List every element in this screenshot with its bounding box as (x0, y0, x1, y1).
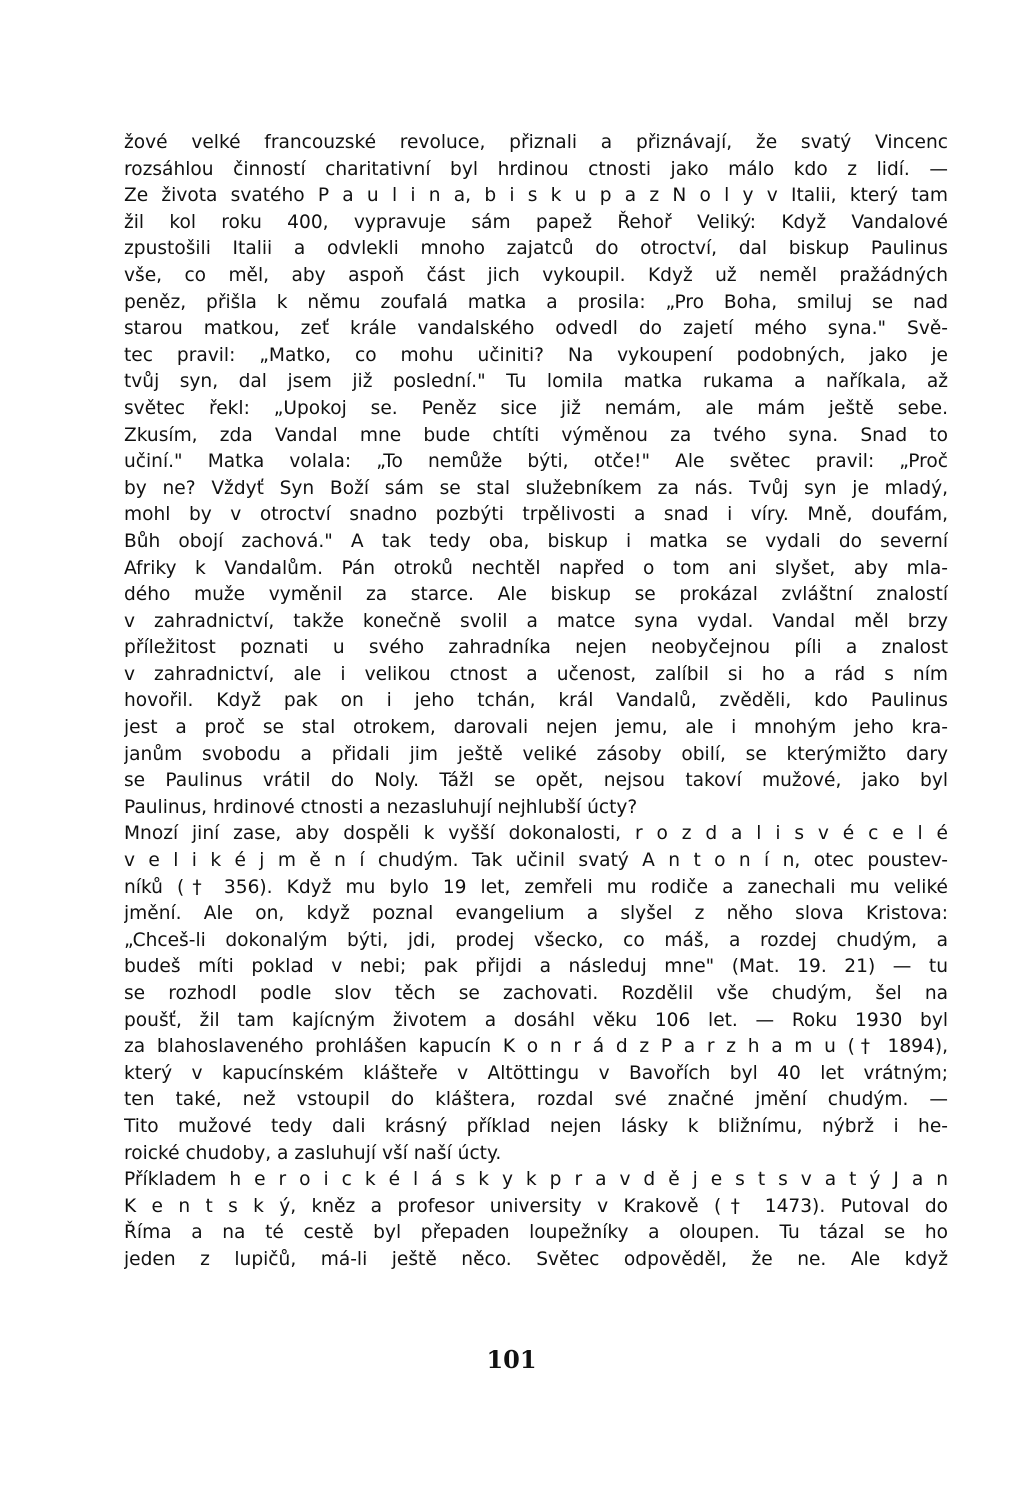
text-line: mohl by v otroctví snadno pozbýti trpělivosti a snad i víry. Mně, doufám, (124, 504, 948, 526)
text-line: Mnozí jiní zase, aby dospěli k vyšší dokonalosti, r o z d a l i s v é c e l é (124, 823, 948, 845)
text-line: jeden z lupičů, má-li ještě něco. Světec odpověděl, že ne. Ale když (124, 1248, 948, 1270)
text-line: níků († 356). Když mu bylo 19 let, zemřeli mu rodiče a zanechali mu veliké (124, 876, 948, 898)
text-line: dého muže vyměnil za starce. Ale biskup se prokázal zvláštní znalostí (124, 584, 948, 606)
text-line: Říma a na té cestě byl přepaden loupežníky a oloupen. Tu tázal se ho (124, 1222, 948, 1244)
text-line: peněz, přišla k němu zoufalá matka a prosila: „Pro Boha, smiluj se nad (124, 291, 948, 313)
text-line: jmění. Ale on, když poznal evangelium a slyšel z něho slova Kristova: (124, 903, 948, 925)
text-line: „Chceš-li dokonalým býti, jdi, prodej všecko, co máš, a rozdej chudým, a (124, 929, 948, 951)
text-line: v zahradnictví, ale i velikou ctnost a učenost, zalíbil si ho a rád s ním (124, 663, 948, 685)
text-line: v e l i k é j m ě n í chudým. Tak učinil svatý A n t o n í n, otec poustev- (124, 850, 948, 872)
text-line: vše, co měl, aby aspoň část jich vykoupil. Když už neměl pražádných (124, 264, 948, 286)
text-line: hovořil. Když pak on i jeho tchán, král Vandalů, zvěděli, kdo Paulinus (124, 690, 948, 712)
text-line: světec řekl: „Upokoj se. Peněz sice již nemám, ale mám ještě sebe. (124, 397, 948, 419)
text-line: Zkusím, zda Vandal mne bude chtíti výměnou za tvého syna. Snad to (124, 424, 948, 446)
text-line: poušť, žil tam kajícným životem a dosáhl věku 106 let. — Roku 1930 byl (124, 1009, 948, 1031)
body-text (124, 130, 948, 1274)
text-line: se Paulinus vrátil do Noly. Tážl se opět, nejsou takoví mužové, jako byl (124, 770, 948, 792)
text-line: K e n t s k ý, kněz a profesor university v Krakově († 1473). Putoval do (124, 1195, 948, 1217)
text-line: janům svobodu a přidali jim ještě veliké zásoby obilí, se kterýmižto dary (124, 743, 948, 765)
text-line: v zahradnictví, takže konečně svolil a matce syna vydal. Vandal měl brzy (124, 610, 948, 632)
text-line: učiní." Matka volala: „To nemůže býti, otče!" Ale světec pravil: „Proč (124, 451, 948, 473)
text-line: zpustošili Italii a odvlekli mnoho zajatců do otroctví, dal biskup Paulinus (124, 238, 948, 260)
text-line: Afriky k Vandalům. Pán otroků nechtěl napřed o tom ani slyšet, aby mla- (124, 557, 948, 579)
text-line: Bůh obojí zachová." A tak tedy oba, biskup i matka se vydali do severní (124, 530, 948, 552)
text-line: Tito mužové tedy dali krásný příklad nejen lásky k bližnímu, nýbrž i he- (124, 1115, 948, 1137)
text-line: žil kol roku 400, vypravuje sám papež Řehoř Veliký: Když Vandalové (124, 211, 948, 233)
text-line: rozsáhlou činností charitativní byl hrdinou ctnosti jako málo kdo z lidí. — (124, 158, 948, 180)
text-line: tvůj syn, dal jsem již poslední." Tu lomila matka rukama a naříkala, až (124, 371, 948, 393)
page-number: 101 (486, 1345, 537, 1374)
text-line: budeš míti poklad v nebi; pak přijdi a následuj mne" (Mat. 19. 21) — tu (124, 956, 948, 978)
text-line: roické chudoby, a zasluhují vší naší úcty. (124, 1142, 502, 1164)
text-line: tec pravil: „Matko, co mohu učiniti? Na vykoupení podobných, jako je (124, 344, 948, 366)
text-line: ten také, než vstoupil do kláštera, rozdal své značné jmění chudým. — (124, 1089, 948, 1111)
text-line: jest a proč se stal otrokem, darovali nejen jemu, ale i mnohým jeho kra- (124, 717, 948, 739)
text-line: žové velké francouzské revoluce, přiznali a přiznávají, že svatý Vincenc (124, 132, 948, 153)
text-line: by ne? Vždyť Syn Boží sám se stal služebníkem za nás. Tvůj syn je mladý, (124, 477, 948, 499)
text-line: který v kapucínském klášteře v Altöttingu v Bavořích byl 40 let vrátným; (124, 1062, 948, 1084)
text-line: se rozhodl podle slov těch se zachovati. Rozdělil vše chudým, šel na (124, 983, 948, 1004)
text-line: za blahoslaveného prohlášen kapucín K o n r á d z P a r z h a m u († 1894), (124, 1036, 948, 1058)
text-line: Ze života svatého P a u l i n a, b i s k u p a z N o l y v Italii, který tam (124, 185, 948, 207)
text-line: Příkladem h e r o i c k é l á s k y k p r a v d ě j e s t s v a t ý J a n (124, 1169, 948, 1191)
text-line: starou matkou, zeť krále vandalského odvedl do zajetí mého syna." Svě- (124, 318, 948, 340)
text-line: příležitost poznati u svého zahradníka nejen neobyčejnou píli a znalost (124, 637, 948, 659)
text-line: Paulinus, hrdinové ctnosti a nezasluhují nejhlubší úcty? (124, 796, 638, 818)
